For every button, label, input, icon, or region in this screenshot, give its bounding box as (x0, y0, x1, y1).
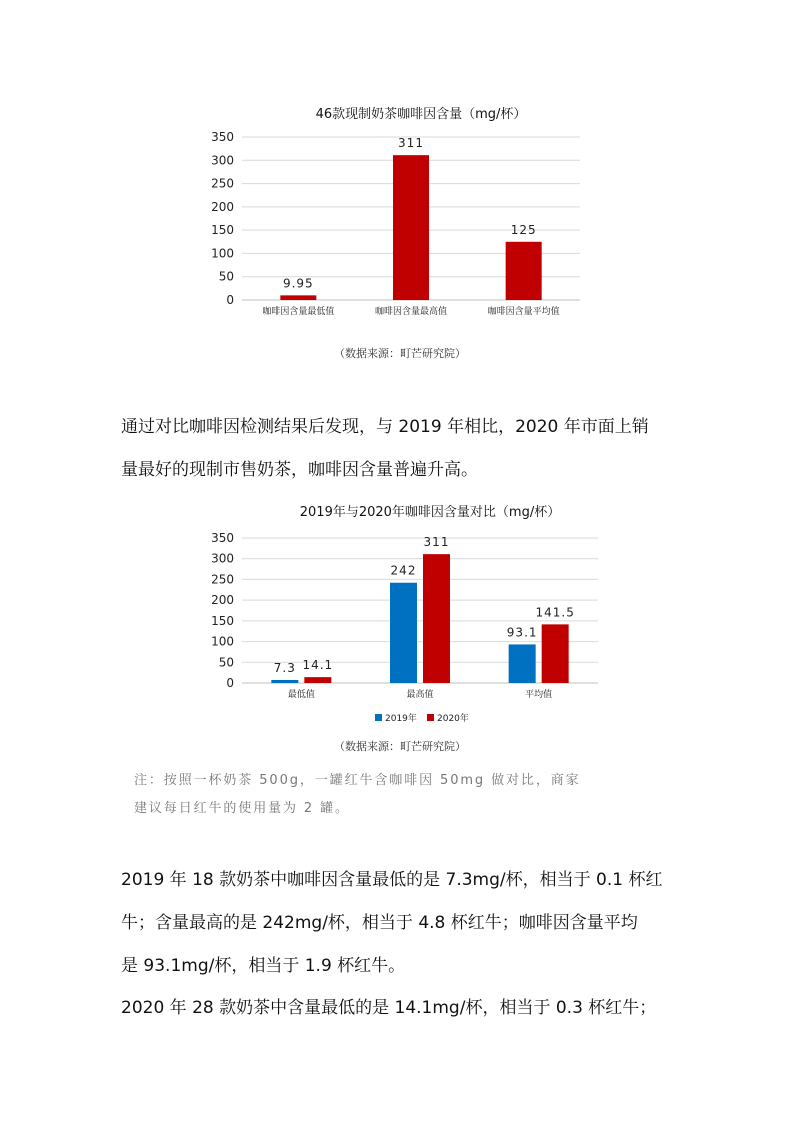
bar (271, 680, 298, 683)
note-line-2: 建议每日红牛的使用量为 2 罐。 (134, 801, 350, 816)
x-category-label: 咖啡因含量平均值 (487, 307, 560, 317)
bar (506, 242, 542, 300)
y-tick-label: 250 (211, 176, 234, 191)
y-tick-label: 300 (211, 153, 234, 168)
y-tick-label: 250 (211, 572, 234, 587)
bar (509, 644, 536, 683)
y-tick-label: 0 (226, 293, 234, 307)
y-tick-label: 200 (211, 593, 234, 608)
y-tick-label: 100 (211, 634, 234, 649)
para-2020-line-1: 2020 年 28 款奶茶中含量最低的是 14.1mg/杯，相当于 0.3 杯红牛； (121, 998, 657, 1018)
chart1-source: （数据来源：町芒研究院） (334, 347, 466, 360)
data-label: 311 (398, 136, 424, 151)
y-tick-label: 50 (218, 269, 234, 284)
note-line-1: 注：按照一杯奶茶 500g，一罐红牛含咖啡因 50mg 做对比，商家 (134, 773, 581, 788)
para-2019-line-1: 2019 年 18 款奶茶中咖啡因含量最低的是 7.3mg/杯，相当于 0.1 杯红 (121, 870, 663, 890)
bar (423, 554, 450, 683)
x-category-label: 最低值 (287, 690, 315, 700)
para-2019-line-2: 牛；含量最高的是 242mg/杯，相当于 4.8 杯红牛；咖啡因含量平均 (121, 913, 638, 933)
x-category-label: 最高值 (406, 690, 434, 700)
bar (280, 295, 316, 300)
y-tick-label: 350 (211, 531, 234, 545)
intro-line-1: 通过对比咖啡因检测结果后发现，与 2019 年相比，2020 年市面上销 (121, 417, 649, 437)
intro-line-2: 量最好的现制市售奶茶，咖啡因含量普遍升高。 (121, 460, 478, 480)
x-category-label: 平均值 (525, 690, 553, 700)
chart2-source: （数据来源：町芒研究院） (334, 740, 466, 753)
data-label: 14.1 (302, 658, 334, 673)
y-tick-label: 300 (211, 551, 234, 566)
data-label: 93.1 (506, 625, 538, 640)
bar (542, 624, 569, 683)
legend-label: 2020年 (437, 714, 469, 724)
legend-swatch (427, 714, 434, 721)
para-2019-line-3: 是 93.1mg/杯，相当于 1.9 杯红牛。 (121, 956, 406, 976)
y-tick-label: 200 (211, 199, 234, 214)
data-label: 125 (510, 222, 537, 237)
y-tick-label: 350 (211, 130, 234, 144)
bar (304, 677, 331, 683)
data-label: 7.3 (273, 660, 296, 675)
x-category-label: 咖啡因含量最低值 (262, 307, 335, 317)
data-label: 242 (390, 563, 417, 578)
y-tick-label: 50 (218, 655, 234, 670)
y-tick-label: 100 (211, 246, 234, 261)
legend-label: 2019年 (385, 714, 417, 724)
data-label: 9.95 (282, 276, 314, 291)
bar (393, 155, 429, 300)
y-tick-label: 0 (226, 676, 234, 690)
y-tick-label: 150 (211, 223, 234, 238)
chart-title: 2019年与2020年咖啡因含量对比（mg/杯） (299, 505, 561, 520)
chart-title: 46款现制奶茶咖啡因含量（mg/杯） (315, 107, 527, 122)
legend-swatch (375, 714, 382, 721)
x-category-label: 咖啡因含量最高值 (374, 307, 448, 317)
bar (390, 583, 417, 683)
data-label: 141.5 (535, 605, 575, 620)
caffeine-46-teas-chart (190, 100, 610, 330)
data-label: 311 (423, 535, 450, 550)
y-tick-label: 150 (211, 613, 234, 628)
caffeine-2019-vs-2020-chart (190, 498, 610, 730)
